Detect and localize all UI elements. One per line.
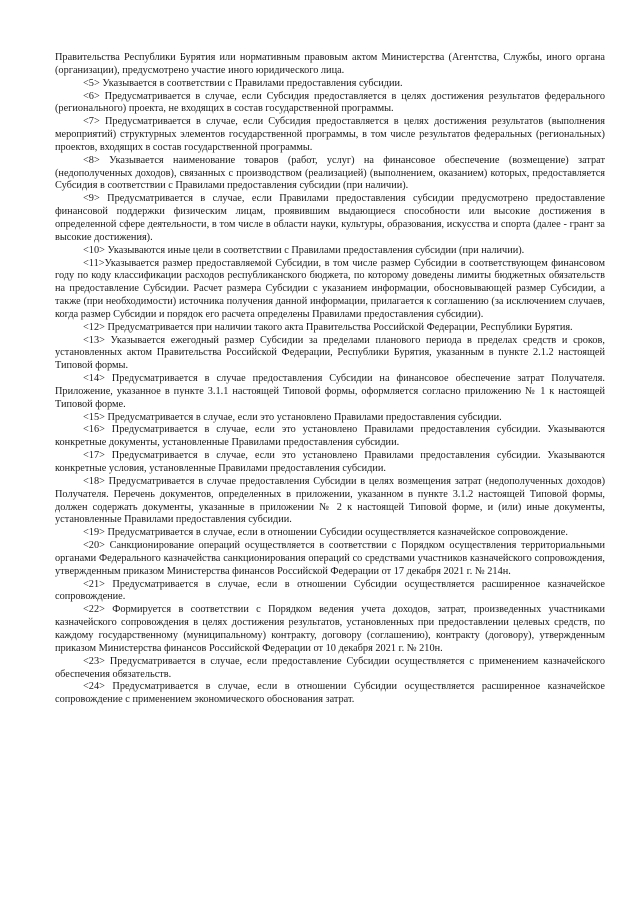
footnote-18: <18> Предусматривается в случае предоставления Субсидии в целях возмещения затрат (недополученных доходов) Получателя. Перечень документов, определенных в приложении, указанном в пункте 3.1.2 настоящей Типовой формы, должен содержать документы, указанные в приложении № 2 к настоящей Типовой форме, и (или) иные документы, установленные Правилами предоставления субсидии. bbox=[55, 475, 605, 526]
footnote-22: <22> Формируется в соответствии с Порядком ведения учета доходов, затрат, произведенных участниками казначейского сопровождения в целях достижения результатов, установленных при предоставлении целевых средств, по каждому государственному (муниципальному) контракту, договору (соглашению), контракту (договору), утвержденным приказом Министерства финансов Российской Федерации от 10 декабря 2021 г. № 210н. bbox=[55, 604, 605, 654]
footnote-5: <5> Указывается в соответствии с Правилами предоставления субсидии. bbox=[83, 77, 403, 89]
footnote-10: <10> Указываются иные цели в соответствии с Правилами предоставления субсидии (при наличии). bbox=[83, 244, 525, 256]
footnote-16: <16> Предусматривается в случае, если это установлено Правилами предоставления субсидии. Указываются конкретные документы, установленные Правилами предоставления субсидии. bbox=[55, 424, 605, 449]
footnote-24: <24> Предусматривается в случае, если в отношении Субсидии осуществляется расширенное казначейское сопровождение с применением экономического обоснования затрат. bbox=[55, 681, 605, 706]
footnote-19: <19> Предусматривается в случае, если в отношении Субсидии осуществляется казначейское сопровождение. bbox=[83, 527, 568, 539]
footnote-8: <8> Указывается наименование товаров (работ, услуг) на финансовое обеспечение (возмещение) затрат (недополученных доходов), связанных с производством (реализацией) (выполнением, оказанием) которых, предоставляется Субсидия в соответствии с Правилами предоставления субсидии (при наличии). bbox=[55, 154, 605, 192]
footnote-17: <17> Предусматривается в случае, если это установлено Правилами предоставления субсидии. Указываются конкретные условия, установленные Правилами предоставления субсидии. bbox=[55, 450, 605, 474]
footnote-15: <15> Предусматривается в случае, если это установлено Правилами предоставления субсидии. bbox=[83, 411, 502, 423]
footnote-20: <20> Санкционирование операций осуществляется в соответствии с Порядком осуществления территориальными органами Федерального казначейства санкционирования операций со средствами участников казначейского сопровождения, утвержденным приказом Министерства финансов Российской Федерации от 17 декабря 2021 г. № 214н. bbox=[55, 540, 605, 577]
document-page bbox=[55, 52, 605, 707]
footnote-6: <6> Предусматривается в случае, если Субсидия предоставляется в целях достижения результатов федерального (регионального) проекта, не входящих в состав государственной программы. bbox=[55, 90, 605, 115]
footnote-14: <14> Предусматривается в случае предоставления Субсидии на финансовое обеспечение затрат Получателя. Приложение, указанное в пункте 3.1.1 настоящей Типовой формы, оформляется согласно приложению № 1 к настоящей Типовой форме. bbox=[55, 373, 605, 410]
footnote-12: <12> Предусматривается при наличии такого акта Правительства Российской Федерации, Республики Бурятия. bbox=[83, 321, 573, 333]
footnote-23: <23> Предусматривается в случае, если предоставление Субсидии осуществляется с применением казначейского обеспечения обязательств. bbox=[55, 655, 605, 680]
footnote-9: <9> Предусматривается в случае, если Правилами предоставления субсидии предусмотрено предоставление финансовой поддержки физическим лицам, проявившим выдающиеся способности или высокие достижения в определенной сфере деятельности, в том числе в области науки, культуры, образования, искусства и спорта (далее - грант за высокие достижения). bbox=[55, 193, 605, 243]
footnote-11: <11>Указывается размер предоставляемой Субсидии, в том числе размер Субсидии в соответствующем финансовом году по коду классификации расходов республиканского бюджета, по которому доведены лимиты бюджетных обязательств на предоставление Субсидии. Расчет размера Субсидии с указанием информации, обосновывающей размер Субсидии, а также (при необходимости) источника получения данной информации, прилагается к соглашению (за исключением случаев, когда размер Субсидии и порядок его расчета определены Правилами предоставления субсидии). bbox=[55, 257, 605, 320]
footnote-13: <13> Указывается ежегодный размер Субсидии за пределами планового периода в пределах средств и сроков, установленных актом Правительства Российской Федерации, Республики Бурятия, указанным в пункте 2.1.2 настоящей Типовой формы. bbox=[55, 334, 605, 372]
footnote-21: <21> Предусматривается в случае, если в отношении Субсидии осуществляется расширенное казначейское сопровождение. bbox=[55, 578, 605, 603]
continuation-paragraph: Правительства Республики Бурятия или нормативным правовым актом Министерства (Агентства, Службы, иного органа (организации), предусмотрено участие иного юридического лица. bbox=[55, 52, 605, 76]
footnote-7: <7> Предусматривается в случае, если Субсидия предоставляется в целях достижения результатов (выполнения мероприятий) структурных элементов государственной программы, в том числе результатов федеральных (региональных) проектов, входящих в состав государственной программы. bbox=[55, 116, 605, 153]
